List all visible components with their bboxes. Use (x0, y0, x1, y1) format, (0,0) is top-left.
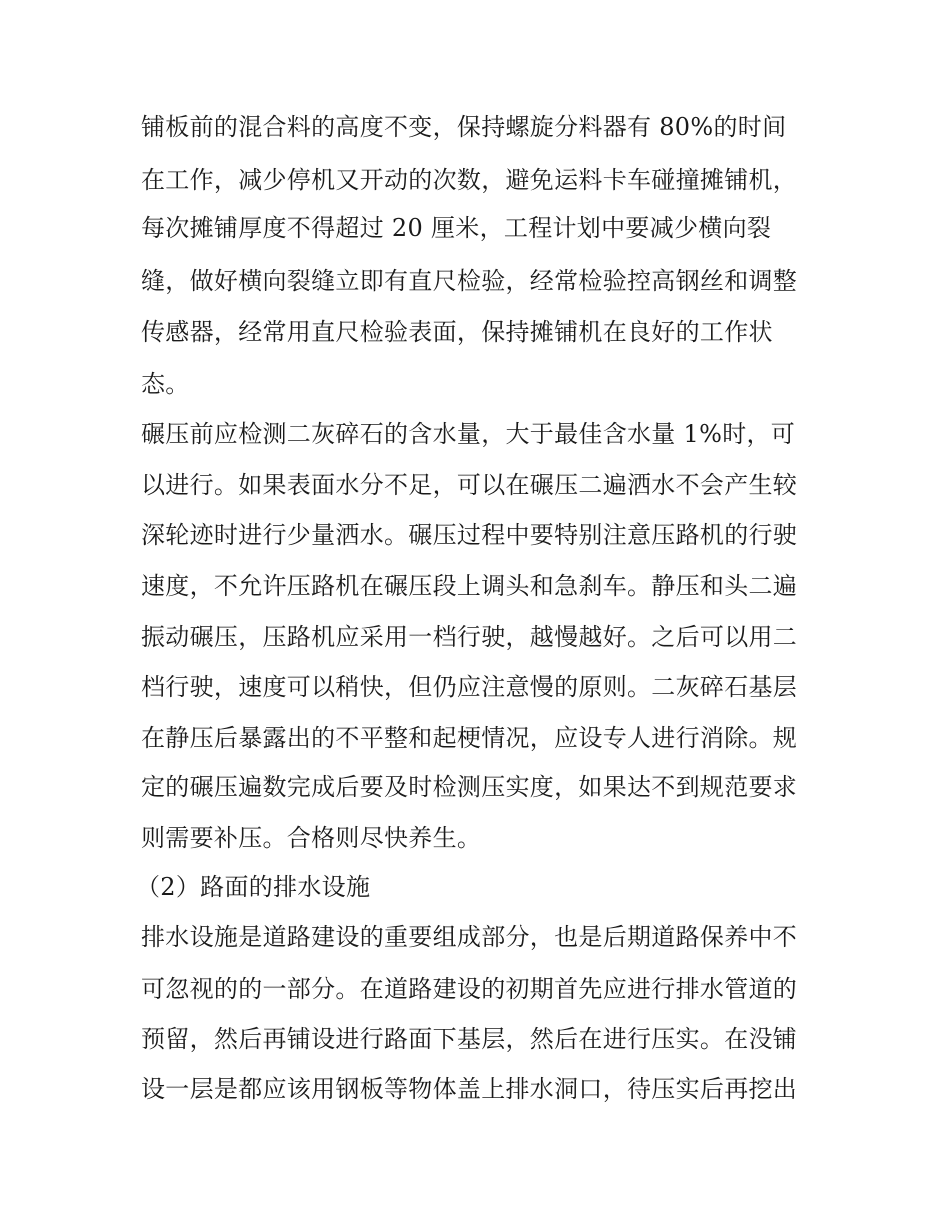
text-line: 振动碾压，压路机应采用一档行驶，越慢越好。之后可以用二 (141, 623, 798, 651)
text-line: 态。 (141, 370, 190, 398)
text-line: 则需要补压。合格则尽快养生。 (141, 824, 482, 852)
text-line: 铺板前的混合料的高度不变，保持螺旋分料器有 80%的时间 (141, 113, 787, 141)
text-line: 排水设施是道路建设的重要组成部分，也是后期道路保养中不 (141, 923, 798, 951)
text-line: 设一层是都应该用钢板等物体盖上排水洞口，待压实后再挖出 (141, 1075, 798, 1103)
text-line: 每次摊铺厚度不得超过 20 厘米，工程计划中要减少横向裂 (141, 214, 772, 242)
text-line: 以进行。如果表面水分不足，可以在碾压二遍洒水不会产生较 (141, 471, 798, 499)
text-line: 可忽视的的一部分。在道路建设的初期首先应进行排水管道的 (141, 975, 798, 1003)
text-line: 预留，然后再铺设进行路面下基层，然后在进行压实。在没铺 (141, 1025, 798, 1053)
text-line: 传感器，经常用直尺检验表面，保持摊铺机在良好的工作状 (141, 318, 773, 346)
section-heading: （2）路面的排水设施 (136, 873, 371, 901)
text-line: 深轮迹时进行少量洒水。碾压过程中要特别注意压路机的行驶 (141, 521, 798, 549)
text-line: 速度，不允许压路机在碾压段上调头和急刹车。静压和头二遍 (141, 572, 798, 600)
text-line: 定的碾压遍数完成后要及时检测压实度，如果达不到规范要求 (141, 773, 798, 801)
text-line: 碾压前应检测二灰碎石的含水量，大于最佳含水量 1%时，可 (141, 420, 796, 448)
text-line: 在工作，减少停机又开动的次数，避免运料卡车碰撞摊铺机， (141, 166, 798, 194)
text-line: 缝，做好横向裂缝立即有直尺检验，经常检验控高钢丝和调整 (141, 267, 798, 295)
text-line: 在静压后暴露出的不平整和起梗情况，应设专人进行消除。规 (141, 724, 798, 752)
text-line: 档行驶，速度可以稍快，但仍应注意慢的原则。二灰碎石基层 (141, 673, 798, 701)
